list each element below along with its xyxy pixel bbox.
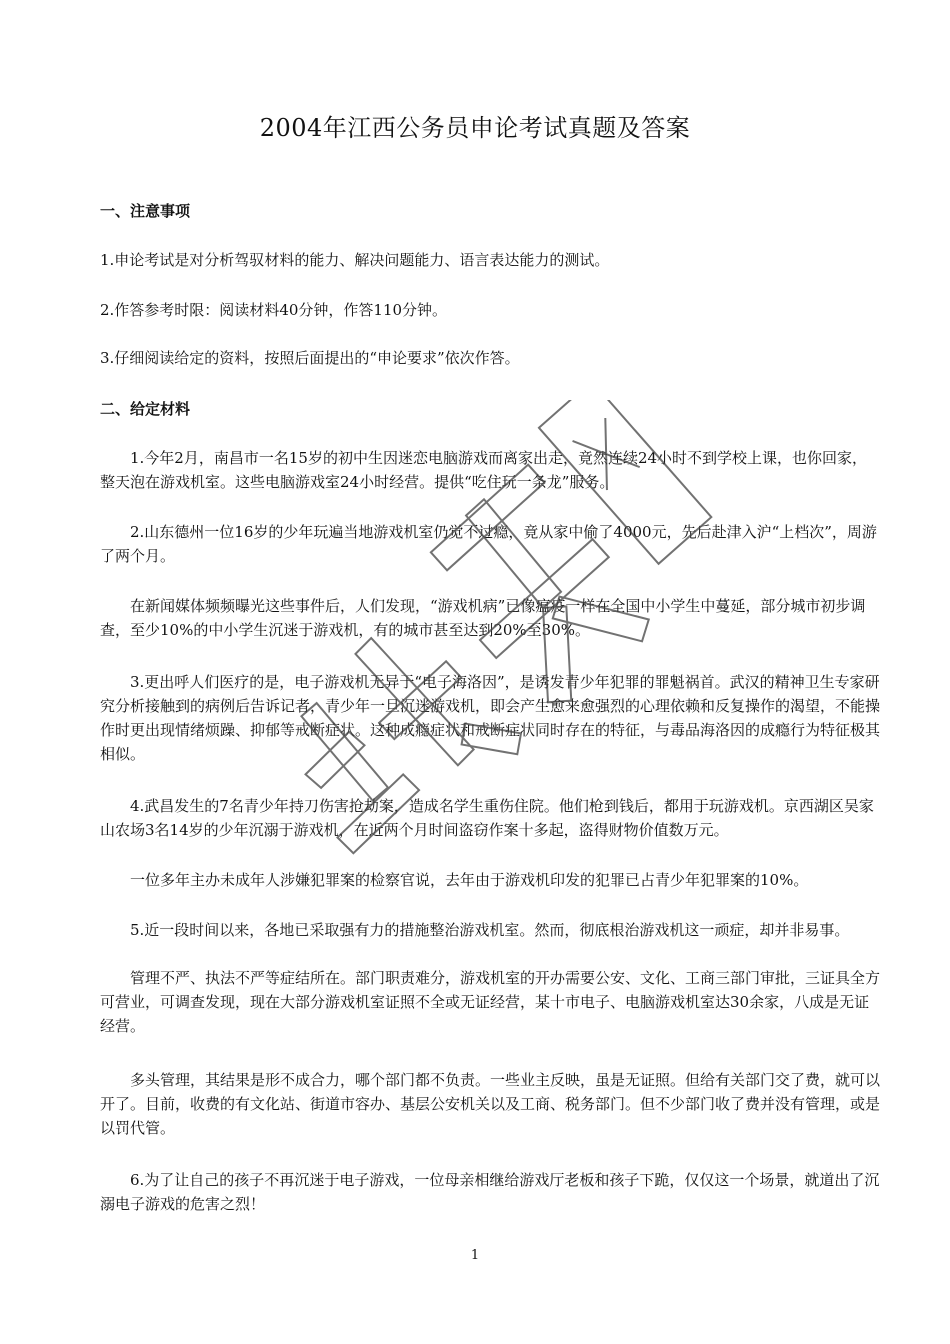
- note-item-3: 3.仔细阅读给定的资料，按照后面提出的“申论要求”依次作答。: [100, 349, 520, 367]
- material-paragraph-4: 3.更出呼人们医疗的是，电子游戏机无异于“电子海洛因”，是诱发青少年犯罪的罪魁祸首。武汉的精神卫生专家研究分析接触到的病例后告诉记者，青少年一旦沉迷游戏机，即会产生愈来愈强烈的心理依赖和反复操作的渴望，不能操作时更出现情绪烦躁、抑郁等戒断症状。这种成瘾症状和戒断症状同时存在的特征，与毒品海洛因的成瘾行为特征极其相似。: [100, 673, 881, 763]
- material-paragraph-7: 5.近一段时间以来，各地已采取强有力的措施整治游戏机室。然而，彻底根治游戏机这一顽症，却并非易事。: [130, 921, 850, 939]
- material-paragraph-2: 2.山东德州一位16岁的少年玩遍当地游戏机室仍觉不过瘾，竟从家中偷了4000元，先后赴津入沪“上档次”，周游了两个月。: [100, 523, 877, 565]
- material-paragraph-1: 1.今年2月，南昌市一名15岁的初中生因迷恋电脑游戏而离家出走，竟然连续24小时不到学校上课，也你回家，整天泡在游戏机室。这些电脑游戏室24小时经营。提供“吃住玩一条龙”服务。: [100, 449, 868, 491]
- material-paragraph-6: 一位多年主办未成年人涉嫌犯罪案的检察官说，去年由于游戏机印发的犯罪已占青少年犯罪案的10%。: [130, 871, 809, 889]
- document-title: 2004年江西公务员申论考试真题及答案: [259, 114, 691, 142]
- section-heading-materials: 二、给定材料: [100, 400, 191, 418]
- page-number: 1: [470, 1248, 480, 1263]
- note-item-1: 1.申论考试是对分析驾驭材料的能力、解决问题能力、语言表达能力的测试。: [100, 251, 610, 269]
- material-paragraph-5: 4.武昌发生的7名青少年持刀伤害抢劫案，造成名学生重伤住院。他们枪到钱后，都用于玩游戏机。京西湖区吴家山农场3名14岁的少年沉溺于游戏机，在近两个月时间盗窃作案十多起，盗得财物价值数万元。: [100, 797, 874, 839]
- material-paragraph-10: 6.为了让自己的孩子不再沉迷于电子游戏，一位母亲相继给游戏厅老板和孩子下跪，仅仅这一个场景，就道出了沉溺电子游戏的危害之烈！: [100, 1171, 880, 1213]
- material-paragraph-8: 管理不严、执法不严等症结所在。部门职责难分，游戏机室的开办需要公安、文化、工商三部门审批，三证具全方可营业，可调查发现，现在大部分游戏机室证照不全或无证经营，某十市电子、电脑游戏机室达30余家，八成是无证经营。: [100, 969, 881, 1035]
- note-item-2: 2.作答参考时限：阅读材料40分钟，作答110分钟。: [100, 301, 448, 319]
- section-heading-notes: 一、注意事项: [100, 202, 191, 220]
- material-paragraph-3: 在新闻媒体频频曝光这些事件后，人们发现，“游戏机病”已像瘟疫一样在全国中小学生中蔓延，部分城市初步调查，至少10%的中小学生沉迷于游戏机，有的城市甚至达到20%至30%。: [100, 597, 866, 639]
- material-paragraph-9: 多头管理，其结果是形不成合力，哪个部门都不负责。一些业主反映，虽是无证照。但给有关部门交了费，就可以开了。目前，收费的有文化站、街道市容办、基层公安机关以及工商、税务部门。但不少部门收了费并没有管理，或是以罚代管。: [100, 1071, 881, 1137]
